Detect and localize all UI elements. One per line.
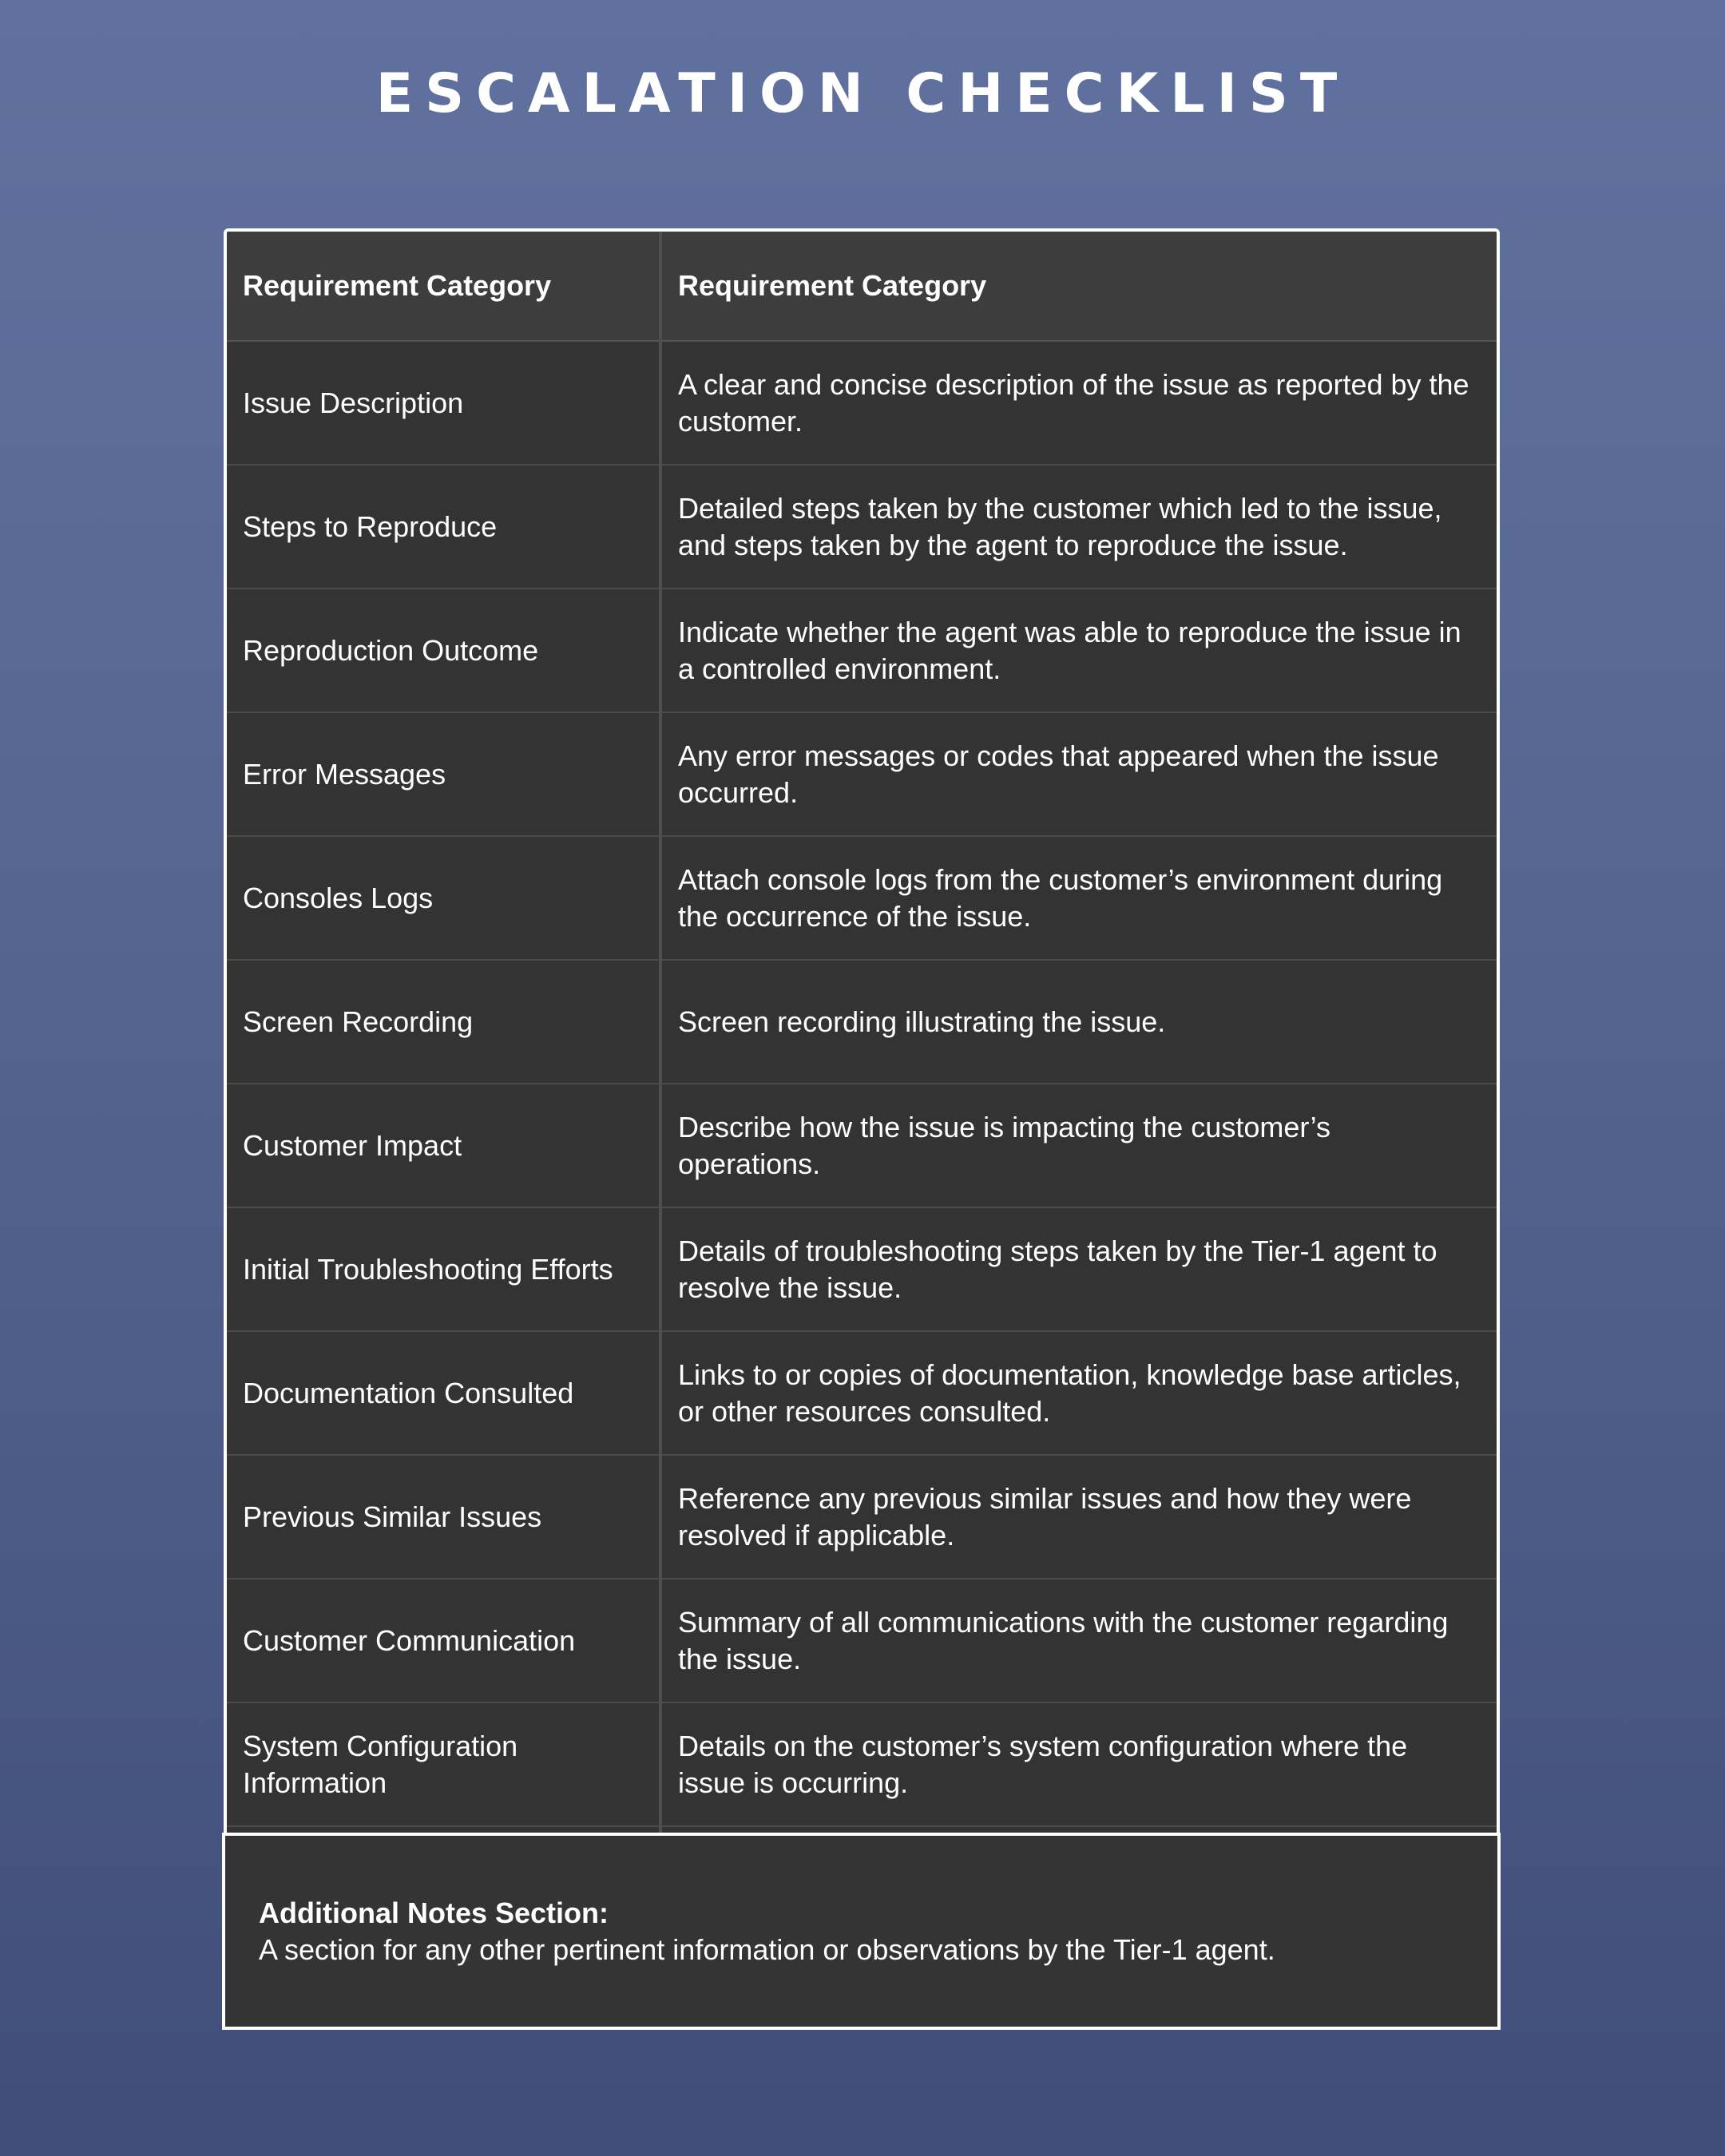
additional-notes-section [222, 1833, 1501, 2030]
table-row [227, 960, 1497, 1084]
row-description: Detailed steps taken by the customer which led to the issue, and steps taken by the agent to reproduce the issue. [660, 465, 1497, 589]
notes-heading: Additional Notes Section: [259, 1896, 609, 1929]
row-description: Summary of all communications with the customer regarding the issue. [660, 1579, 1497, 1702]
row-category: Consoles Logs [227, 836, 660, 960]
checklist-table-card [224, 228, 1500, 1953]
table-row [227, 1579, 1497, 1702]
table-row [227, 1331, 1497, 1455]
table-row [227, 836, 1497, 960]
table-row [227, 1455, 1497, 1579]
notes-body: A section for any other pertinent information or observations by the Tier-1 agent. [259, 1932, 1275, 1966]
table-row [227, 465, 1497, 589]
page-title: ESCALATION CHECKLIST [375, 62, 1350, 125]
row-category: Screen Recording [227, 960, 660, 1084]
row-description: Links to or copies of documentation, knowledge base articles, or other resources consulted. [660, 1331, 1497, 1455]
row-category: Initial Troubleshooting Efforts [227, 1207, 660, 1331]
checklist-table [227, 232, 1497, 1950]
column-header-description: Requirement Category [660, 232, 1497, 341]
table-row [227, 1207, 1497, 1331]
row-category: Customer Impact [227, 1084, 660, 1207]
row-description: Indicate whether the agent was able to reproduce the issue in a controlled environment. [660, 589, 1497, 712]
row-description: Details of troubleshooting steps taken by the Tier-1 agent to resolve the issue. [660, 1207, 1497, 1331]
row-description: Details on the customer’s system configuration where the issue is occurring. [660, 1702, 1497, 1826]
table-row [227, 341, 1497, 465]
table-row [227, 1702, 1497, 1826]
row-description: Attach console logs from the customer’s environment during the occurrence of the issue. [660, 836, 1497, 960]
row-description: Any error messages or codes that appeared when the issue occurred. [660, 712, 1497, 836]
row-description: Screen recording illustrating the issue. [660, 960, 1497, 1084]
table-row [227, 712, 1497, 836]
row-category: Documentation Consulted [227, 1331, 660, 1455]
table-header-row [227, 232, 1497, 341]
row-category: Previous Similar Issues [227, 1455, 660, 1579]
row-category: Error Messages [227, 712, 660, 836]
row-description: Reference any previous similar issues and how they were resolved if applicable. [660, 1455, 1497, 1579]
table-row [227, 589, 1497, 712]
row-category: Reproduction Outcome [227, 589, 660, 712]
row-description: A clear and concise description of the issue as reported by the customer. [660, 341, 1497, 465]
row-category: Issue Description [227, 341, 660, 465]
row-category: Steps to Reproduce [227, 465, 660, 589]
row-category: System Configuration Information [227, 1702, 660, 1826]
row-description: Describe how the issue is impacting the customer’s operations. [660, 1084, 1497, 1207]
table-row [227, 1084, 1497, 1207]
column-header-category: Requirement Category [227, 232, 660, 341]
row-category: Customer Communication [227, 1579, 660, 1702]
